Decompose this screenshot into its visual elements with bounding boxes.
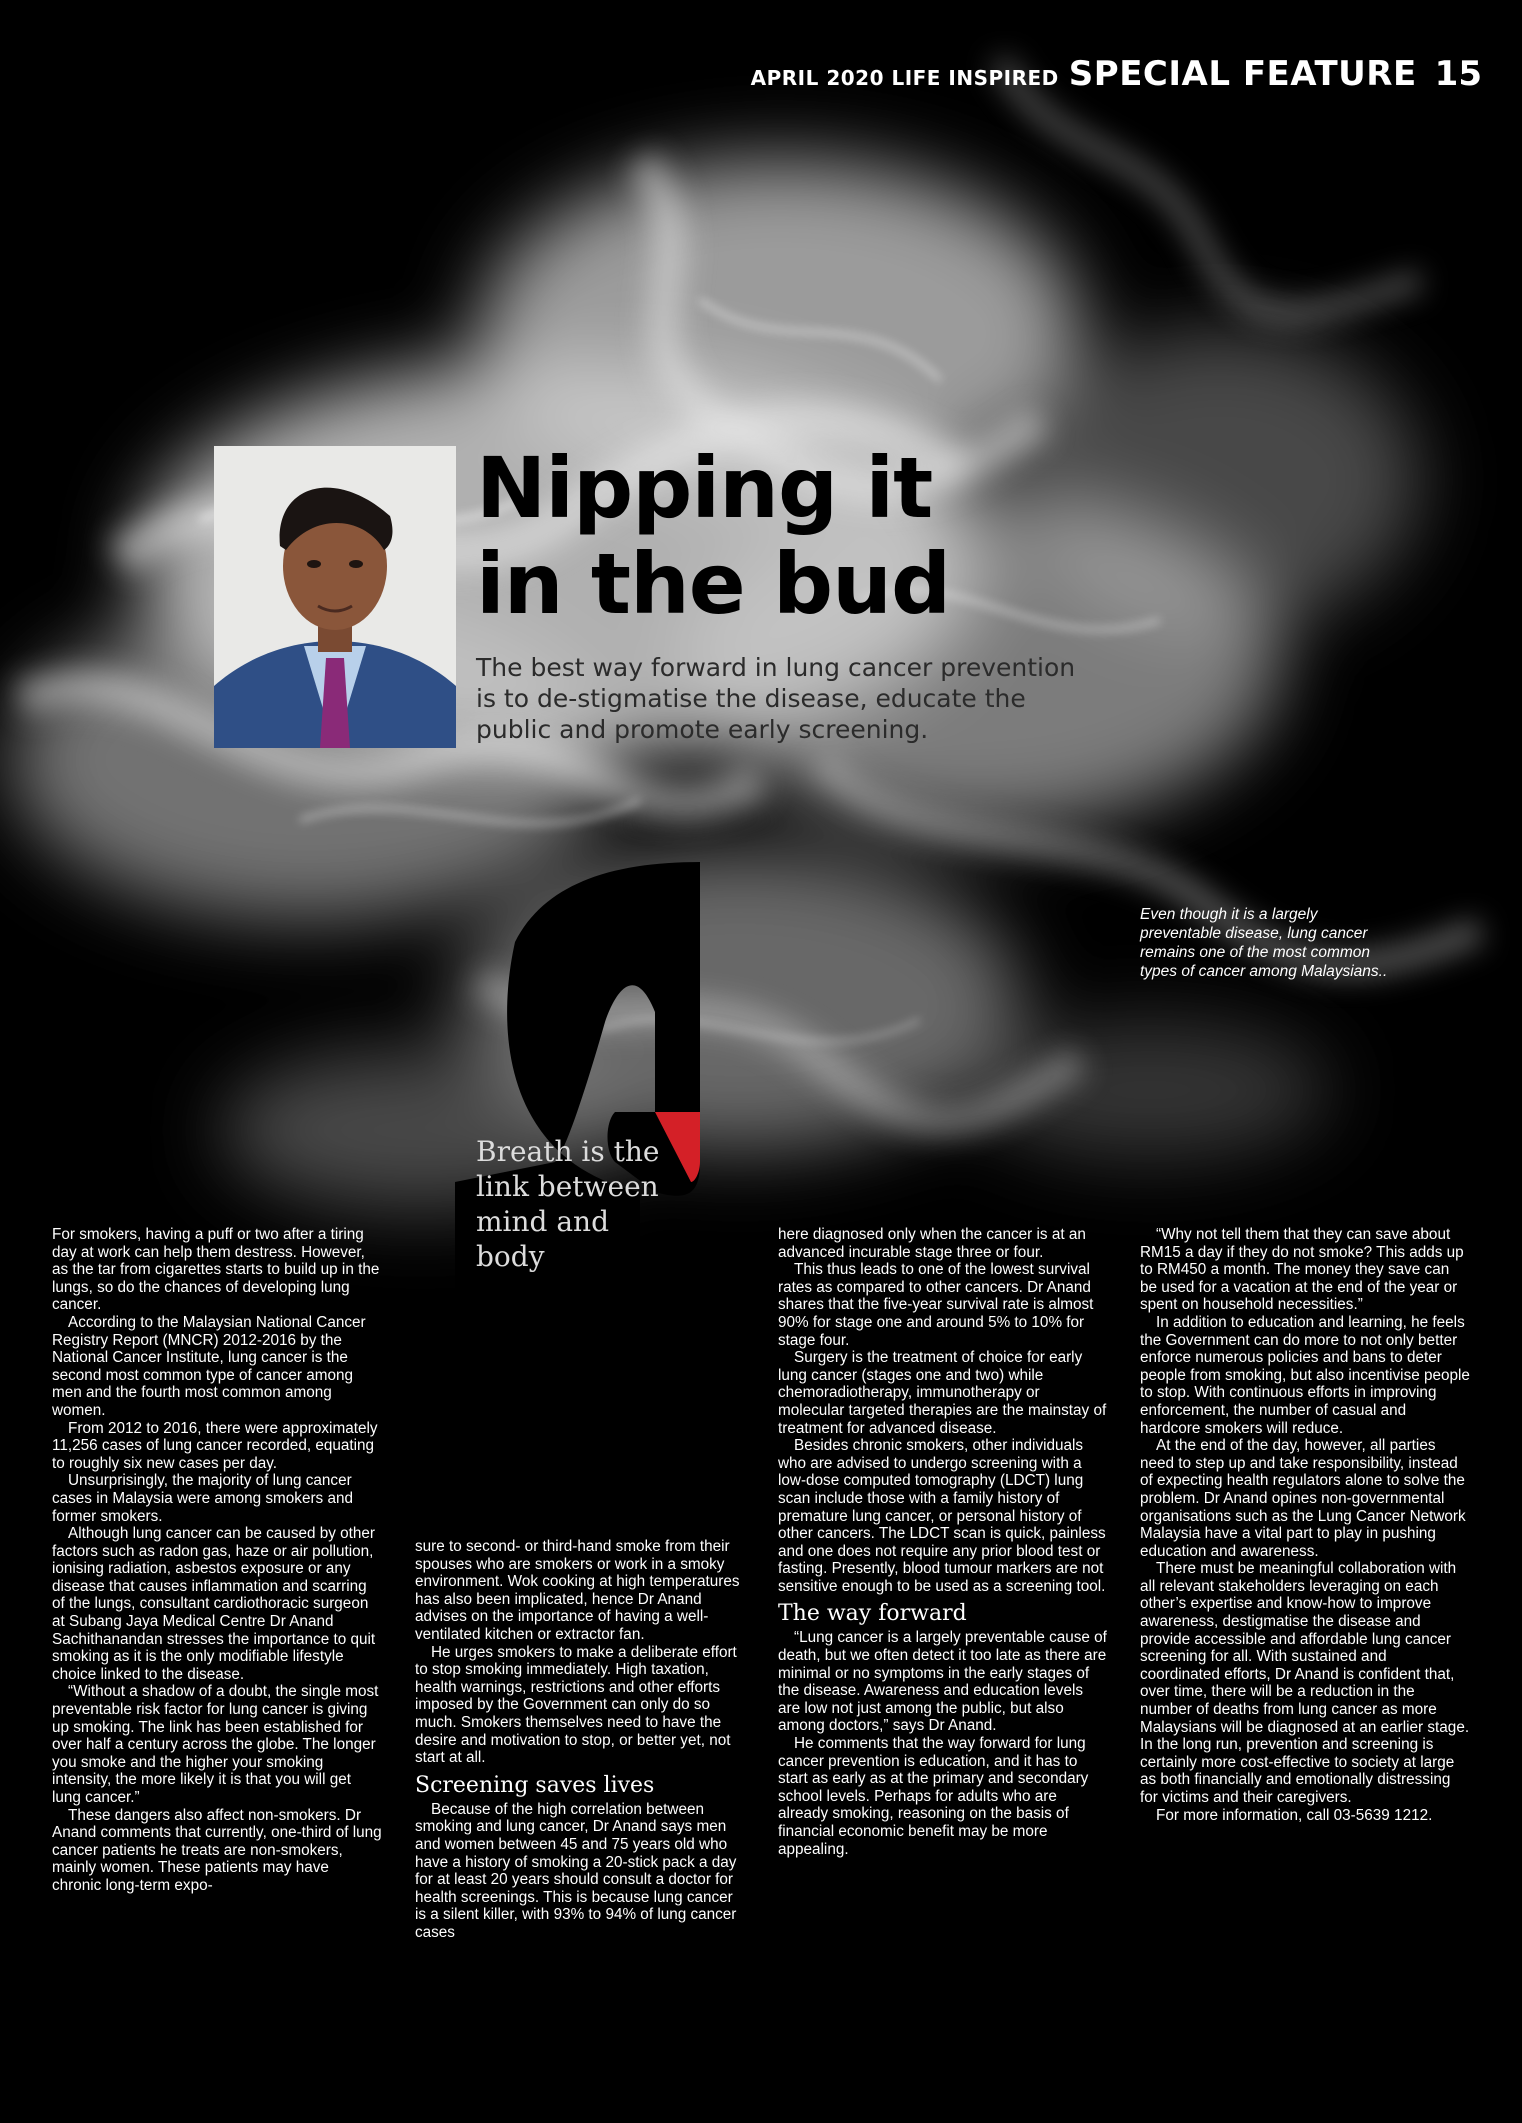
paragraph: He urges smokers to make a deliberate effort to stop smoking immediately. High taxation, health warnings, restrictions and other efforts imposed by the Government can only do so much. Smokers themselves need to have the desire and motivation to stop, or better yet, not start at all.: [415, 1643, 737, 1767]
paragraph: here diagnosed only when the cancer is at an advanced incurable stage three or four.: [778, 1226, 1086, 1261]
section-heading-screening: Screening saves lives: [415, 1772, 655, 1798]
paragraph: For more information, call 03-5639 1212.: [1156, 1806, 1433, 1824]
paragraph: For smokers, having a puff or two after a tiring day at work can help them destress. However, as the tar from cigarettes starts to build up in the lungs, so do the chances of developing lung cancer.: [52, 1226, 380, 1314]
article-column-1: [52, 1226, 382, 1895]
section-heading-way-forward: The way forward: [778, 1601, 967, 1627]
paragraph: In addition to education and learning, he feels the Government can do more to not only better enforce numerous policies and bans to deter people from smoking, but also incentivise people to stop. With continuous efforts in improving enforcement, the number of casual and hardcore smokers will reduce.: [1140, 1313, 1470, 1437]
paragraph: Although lung cancer can be caused by other factors such as radon gas, haze or air pollution, ionising radiation, asbestos exposure or any disease that causes inflammation and scarring of the lungs, consultant cardiothoracic surgeon at Subang Jaya Medical Centre Dr Anand Sachithanandan stresses the importance to quit smoking as it is the only modifiable lifestyle choice linked to the disease.: [52, 1525, 376, 1683]
page-number: 15: [1434, 54, 1482, 94]
paragraph: Because of the high correlation between smoking and lung cancer, Dr Anand says men and women between 45 and 75 years old who have a history of smoking a 20-stick pack a day for at least 20 years should consult a doctor for health screenings. This is because lung cancer is a silent killer, with 93% to 94% of lung cancer cases: [415, 1800, 737, 1941]
portrait-illustration: [214, 446, 456, 748]
paragraph: There must be meaningful collaboration with all relevant stakeholders leveraging on each other’s expertise and know-how to improve awareness, destigmatise the disease and provide accessible and affordable lung cancer screening for all. With sustained and coordinated efforts, Dr Anand is confident that, over time, there will be a reduction in the number of deaths from lung cancer as more Malaysians will be diagnosed at an earlier stage. In the long run, prevention and screening is certainly more cost-effective to society at large as both financially and emotionally distressing for victims and their caregivers.: [1140, 1560, 1470, 1806]
paragraph: “Lung cancer is a largely preventable cause of death, but we often detect it too late as there are minimal or no symptoms in the early stages of the disease. Awareness and education levels are low not just among the public, but also among doctors,” says Dr Anand.: [778, 1629, 1107, 1735]
paragraph: Unsurprisingly, the majority of lung cancer cases in Malaysia were among smokers and former smokers.: [52, 1472, 353, 1525]
paragraph: Besides chronic smokers, other individuals who are advised to undergo screening with a low-dose computed tomography (LDCT) lung scan include those with a family history of premature lung cancer, or personal history of other cancers. The LDCT scan is quick, painless and one does not require any prior blood test or fasting. Presently, blood tumour markers are not sensitive enough to be used as a screening tool.: [778, 1437, 1106, 1595]
paragraph: “Why not tell them that they can save about RM15 a day if they do not smoke? This adds up to RM450 a month. The money they save can be used for a vacation at the end of the year or spent on household necessities.”: [1140, 1226, 1464, 1314]
portrait-photo: [214, 446, 456, 748]
issue-label: APRIL 2020 LIFE INSPIRED: [750, 66, 1059, 90]
paragraph: At the end of the day, however, all parties need to step up and take responsibility, instead of expecting health regulators alone to solve the problem. Dr Anand opines non-governmental organisations such as the Lung Cancer Network Malaysia have a vital part to play in pushing education and awareness.: [1140, 1437, 1466, 1560]
article-column-4: [1140, 1226, 1470, 1824]
paragraph: “Without a shadow of a doubt, the single most preventable risk factor for lung cancer is giving up smoking. The link has been established for over half a century across the globe. The longer you smoke and the higher your smoking intensity, the more likely it is that you will get lung cancer.”: [52, 1683, 379, 1806]
headline-line-1: Nipping it: [476, 439, 933, 537]
headline-line-2: in the bud: [476, 535, 951, 633]
headline: [476, 440, 1116, 632]
paragraph: sure to second- or third-hand smoke from their spouses who are smokers or work in a smoky environment. Wok cooking at high temperatures has also been implicated, hence Dr Anand advises on the importance of having a well-ventilated kitchen or extractor fan.: [415, 1538, 740, 1643]
paragraph: These dangers also affect non-smokers. Dr Anand comments that currently, one-third of lung cancer patients he treats are non-smokers, mainly women. These patients may have chronic long-term expo-: [52, 1806, 382, 1894]
pull-quote: Breath is the link between mind and body: [476, 1135, 660, 1273]
article-column-2: [415, 1538, 745, 1941]
article-column-3: [778, 1226, 1108, 1858]
paragraph: According to the Malaysian National Cancer Registry Report (MNCR) 2012-2016 by the National Cancer Institute, lung cancer is the second most common type of cancer among men and the fourth most common among women.: [52, 1313, 366, 1419]
masthead: [751, 54, 1482, 94]
subhead: The best way forward in lung cancer prevention is to de-stigmatise the disease, educate the public and promote early screening.: [476, 653, 1076, 744]
section-label: SPECIAL FEATURE: [1068, 54, 1417, 94]
paragraph: Surgery is the treatment of choice for early lung cancer (stages one and two) while chemoradiotherapy, immunotherapy or molecular targeted therapies are the mainstay of treatment for advanced disease.: [778, 1349, 1107, 1437]
photo-caption: Even though it is a largely preventable disease, lung cancer remains one of the most common types of cancer among Malaysians..: [1140, 906, 1388, 980]
paragraph: He comments that the way forward for lung cancer prevention is education, and it has to start as early as at the primary and secondary school levels. Perhaps for adults who are already smoking, reasoning on the basis of financial economic benefit may be more appealing.: [778, 1735, 1089, 1858]
paragraph: From 2012 to 2016, there were approximately 11,256 cases of lung cancer recorded, equating to roughly six new cases per day.: [52, 1419, 378, 1472]
paragraph: This thus leads to one of the lowest survival rates as compared to other cancers. Dr Anand shares that the five-year survival rate is almost 90% for stage one and around 5% to 10% for stage four.: [778, 1261, 1094, 1349]
